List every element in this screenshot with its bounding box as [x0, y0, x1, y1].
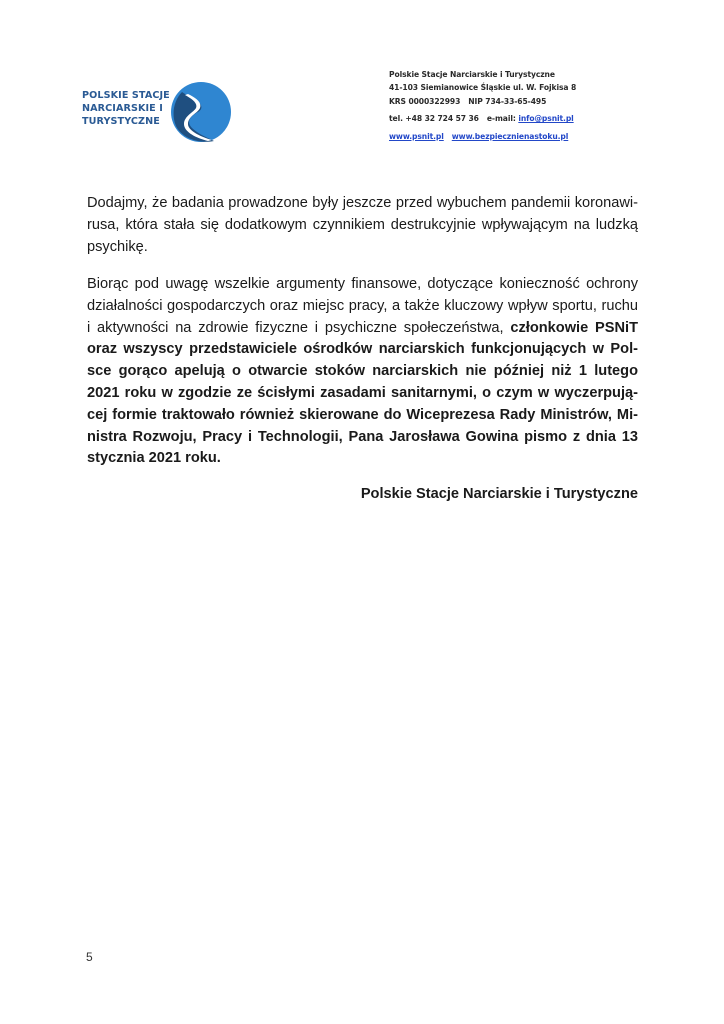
paragraph-bold-line: nistra Rozwoju, Pracy i Technologii, Pana Jarosława Gowina pismo z dnia 13 [87, 428, 638, 445]
paragraph-bold-line: stycznia 2021 roku. [87, 450, 221, 467]
organization-logo [82, 80, 232, 144]
email-link[interactable]: info@psnit.pl [518, 114, 574, 124]
krs-number: KRS 0000322993 [389, 96, 461, 106]
logo-line: NARCIARSKIE I [82, 103, 163, 114]
contact-phone-email [389, 112, 576, 125]
paragraph-bold-line: cej formie traktowało również skierowane do Wiceprezesa Rady Ministrów, Mi- [87, 406, 638, 423]
paragraph-line: Dodajmy, że badania prowadzone były jeszcze przed wybuchem pandemii koronawi- [87, 195, 638, 211]
paragraph-line: rusa, która stała się dodatkowym czynnikiem destrukcyjnie wpływającym na ludzką [87, 216, 638, 233]
paragraph-bold-line: 2021 roku w zgodzie ze ścisłymi zasadami sanitarnymi, o czym w wyczerpują- [87, 384, 638, 401]
paragraph-appeal [87, 274, 638, 470]
contact-websites [389, 130, 576, 143]
paragraph-bold-line: oraz wszyscy przedstawiciele ośrodków narciarskich funkcjonujących w Pol- [87, 341, 638, 358]
paragraph-line: działalności gospodarczych oraz miejsc pracy, a także kluczowy wpływ sportu, ruchu [87, 297, 638, 314]
paragraph-line [87, 318, 638, 340]
phone-number: tel. +48 32 724 57 36 [389, 114, 479, 124]
signature: Polskie Stacje Narciarskie i Turystyczne [360, 486, 638, 502]
website-link-psnit[interactable]: www.psnit.pl [389, 131, 444, 141]
contact-address: 41-103 Siemianowice Śląskie ul. W. Fojkisa 8 [389, 83, 577, 93]
ski-slope-logo-icon [168, 80, 232, 144]
website-link-bezpiecznienastoku[interactable]: www.bezpiecznienastoku.pl [451, 131, 569, 141]
contact-org-name: Polskie Stacje Narciarskie i Turystyczne [389, 70, 555, 79]
contact-registry [389, 95, 576, 108]
paragraph-bold-line: sce gorąco apelują o otwarcie stoków narciarskich nie później niż 1 lutego [87, 363, 638, 380]
email-label: e-mail: [486, 114, 516, 124]
logo-wordmark [82, 89, 170, 128]
nip-number: NIP 734-33-65-495 [468, 96, 547, 106]
logo-line: POLSKIE STACJE [82, 90, 170, 101]
page-number: 5 [86, 950, 93, 964]
logo-line: TURYSTYCZNE [82, 116, 160, 127]
paragraph-pandemic [87, 193, 638, 258]
contact-block [389, 68, 576, 143]
paragraph-text: i aktywności na zdrowie fizyczne i psychiczne społeczeństwa, [87, 319, 511, 336]
paragraph-line: psychikę. [87, 238, 148, 255]
paragraph-bold-text: członkowie PSNiT [510, 319, 638, 336]
paragraph-line: Biorąc pod uwagę wszelkie argumenty finansowe, dotyczące konieczność ochrony [87, 276, 638, 292]
